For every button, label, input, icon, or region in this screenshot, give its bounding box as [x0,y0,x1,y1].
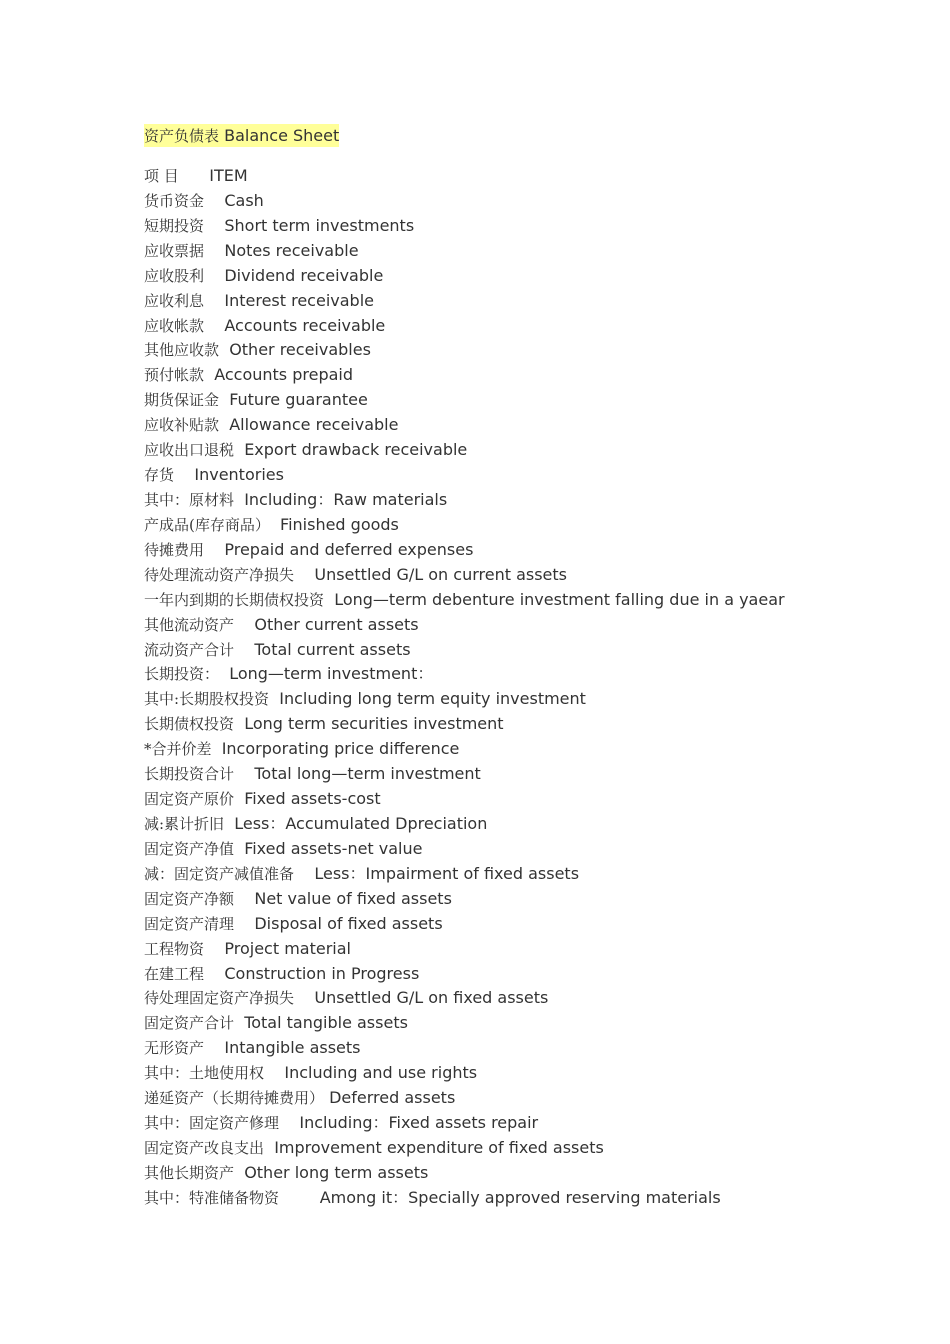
item-separator [219,390,229,409]
item-label-en: Unsettled G/L on current assets [314,564,568,584]
item-label-en: ITEM [209,166,248,185]
item-label-zh: 工程物资 [144,939,205,958]
list-item [144,388,785,413]
item-separator [204,291,224,310]
item-label-en: Less：Impairment of fixed assets [314,863,580,883]
item-label-zh: 其中：原材料 [144,490,235,509]
item-label-zh: 应收出口退税 [144,441,235,460]
list-item [144,164,785,189]
item-separator [324,590,334,609]
item-label-zh: 其中:长期股权投资 [144,690,270,709]
item-label-en: Construction in Progress [224,963,420,983]
item-separator [234,789,244,808]
item-label-en: Other receivables [229,340,371,360]
item-separator [264,1138,274,1157]
item-label-zh: 待处理固定资产净损失 [144,989,295,1008]
item-separator [234,615,254,634]
list-item [144,588,785,613]
item-label-zh: 减：固定资产减值准备 [144,864,295,883]
item-label-zh: 其他流动资产 [144,615,235,634]
item-separator [294,565,314,584]
item-separator [204,266,224,285]
page-title [144,124,339,148]
list-item [144,338,785,363]
item-label-en: Net value of fixed assets [254,888,452,908]
item-label-en: Deferred assets [329,1088,456,1108]
item-label-en: Among it：Specially approved reserving materials [319,1187,721,1207]
list-item [144,1036,785,1061]
item-label-en: Short term investments [224,215,415,235]
item-label-zh: 其中：土地使用权 [144,1064,265,1083]
item-label-en: Finished goods [280,514,399,534]
list-item [144,438,785,463]
list-item [144,513,785,538]
item-label-zh: 应收帐款 [144,316,205,335]
item-separator [279,1188,320,1207]
item-label-en: Unsettled G/L on fixed assets [314,988,549,1008]
item-separator [234,889,254,908]
item-label-en: Total tangible assets [244,1013,408,1033]
item-label-en: Long—term investment： [229,664,434,684]
item-label-en: Total current assets [254,639,411,659]
item-separator [179,166,210,185]
item-separator [234,490,244,509]
item-label-en: Including long term equity investment [279,689,586,709]
item-label-en: Less：Accumulated Dpreciation [234,813,488,833]
list-item [144,662,785,687]
list-item [144,862,785,887]
item-separator [204,939,224,958]
item-label-en: Including：Fixed assets repair [299,1113,539,1133]
item-label-zh: 固定资产改良支出 [144,1138,265,1157]
item-label-en: Including：Raw materials [244,489,448,509]
item-label-en: Future guarantee [229,390,368,410]
item-label-zh: 其他长期资产 [144,1163,235,1182]
item-label-en: Intangible assets [224,1038,361,1058]
item-separator [204,216,224,235]
list-item [144,986,785,1011]
item-label-en: Accounts prepaid [214,365,353,385]
list-item [144,214,785,239]
item-separator [264,1063,284,1082]
item-separator [234,764,254,783]
item-separator [204,191,224,210]
item-separator [204,316,224,335]
item-separator [234,714,244,733]
item-label-zh: 长期债权投资 [144,715,235,734]
item-separator [269,689,279,708]
balance-sheet-item-list [144,164,785,1211]
item-label-zh: 期货保证金 [144,391,220,410]
list-item [144,413,785,438]
list-item [144,563,785,588]
item-separator [234,440,244,459]
list-item [144,962,785,987]
title-zh: 资产负债表 [144,127,220,145]
item-label-zh: 应收票据 [144,241,205,260]
item-label-zh: 其中：固定资产修理 [144,1114,280,1133]
title-en: Balance Sheet [224,126,340,145]
item-label-en: Allowance receivable [229,415,399,435]
item-separator [270,515,280,534]
item-label-en: Project material [224,938,351,958]
item-separator [204,241,224,260]
list-item [144,837,785,862]
item-separator [219,340,229,359]
list-item [144,264,785,289]
item-label-zh: 在建工程 [144,964,205,983]
item-label-zh: 固定资产合计 [144,1014,235,1033]
item-label-zh: 其他应收款 [144,341,220,360]
item-label-en: Inventories [194,465,284,485]
list-item [144,712,785,737]
list-item [144,463,785,488]
item-label-zh: 预付帐款 [144,366,205,385]
item-label-en: Fixed assets-cost [244,789,381,809]
item-label-en: Incorporating price difference [221,739,460,759]
item-label-zh: 应收补贴款 [144,416,220,435]
item-label-zh: 待处理流动资产净损失 [144,565,295,584]
item-label-zh: 其中：特准储备物资 [144,1188,280,1207]
list-item [144,787,785,812]
list-item [144,289,785,314]
list-item [144,912,785,937]
item-label-en: Other long term assets [244,1162,429,1182]
item-separator [234,1013,244,1032]
item-separator [234,839,244,858]
item-separator [234,914,254,933]
item-separator [279,1113,299,1132]
item-label-zh: 固定资产原价 [144,790,235,809]
list-item [144,687,785,712]
list-item [144,737,785,762]
item-separator [294,864,314,883]
item-separator [204,964,224,983]
list-item [144,887,785,912]
item-separator [174,465,194,484]
item-label-en: Fixed assets-net value [244,838,423,858]
item-label-zh: 流动资产合计 [144,640,235,659]
item-label-en: Total long—term investment [254,764,481,784]
item-separator [204,540,224,559]
item-separator [204,365,214,384]
item-label-en: Cash [224,190,264,210]
title-highlight [144,124,339,147]
list-item [144,363,785,388]
item-label-zh: 固定资产清理 [144,914,235,933]
list-item [144,1061,785,1086]
list-item [144,1111,785,1136]
item-label-en: Long—term debenture investment falling due in a yaear [334,589,785,609]
list-item [144,314,785,339]
list-item [144,638,785,663]
item-label-zh: 待摊费用 [144,540,205,559]
item-label-zh: 一年内到期的长期债权投资 [144,590,325,609]
item-label-en: Disposal of fixed assets [254,913,443,933]
list-item [144,1161,785,1186]
item-label-en: Export drawback receivable [244,440,468,460]
list-item [144,812,785,837]
item-label-zh: 固定资产净额 [144,889,235,908]
item-label-en: Improvement expenditure of fixed assets [274,1137,604,1157]
item-label-zh: 应收利息 [144,291,205,310]
item-separator [219,415,229,434]
item-label-zh: *合并价差 [144,740,212,759]
item-label-zh: 长期投资合计 [144,765,235,784]
list-item [144,239,785,264]
list-item [144,538,785,563]
item-label-zh: 项 目 [144,167,179,185]
item-separator [219,664,229,683]
item-label-zh: 产成品(库存商品） [144,515,270,534]
item-label-zh: 存货 [144,466,175,485]
list-item [144,762,785,787]
item-label-zh: 货币资金 [144,191,205,210]
list-item [144,1011,785,1036]
item-label-en: Other current assets [254,614,419,634]
item-label-en: Long term securities investment [244,714,504,734]
item-separator [212,739,222,758]
item-label-en: Prepaid and deferred expenses [224,539,474,559]
item-label-zh: 减:累计折旧 [144,814,225,833]
item-label-zh: 固定资产净值 [144,839,235,858]
item-label-en: Notes receivable [224,240,359,260]
item-label-zh: 长期投资： [144,665,220,684]
item-separator [204,1038,224,1057]
item-label-en: Dividend receivable [224,265,384,285]
item-label-en: Including and use rights [284,1063,478,1083]
item-separator [294,988,314,1007]
item-label-zh: 短期投资 [144,216,205,235]
item-label-zh: 应收股利 [144,266,205,285]
list-item [144,1186,785,1211]
list-item [144,189,785,214]
list-item [144,488,785,513]
item-label-zh: 递延资产（长期待摊费用） [144,1089,325,1108]
item-label-zh: 无形资产 [144,1039,205,1058]
item-label-en: Accounts receivable [224,315,386,335]
item-separator [234,640,254,659]
list-item [144,1136,785,1161]
list-item [144,1086,785,1111]
item-label-en: Interest receivable [224,290,374,310]
list-item [144,937,785,962]
item-separator [224,814,234,833]
item-separator [234,1163,244,1182]
list-item [144,613,785,638]
